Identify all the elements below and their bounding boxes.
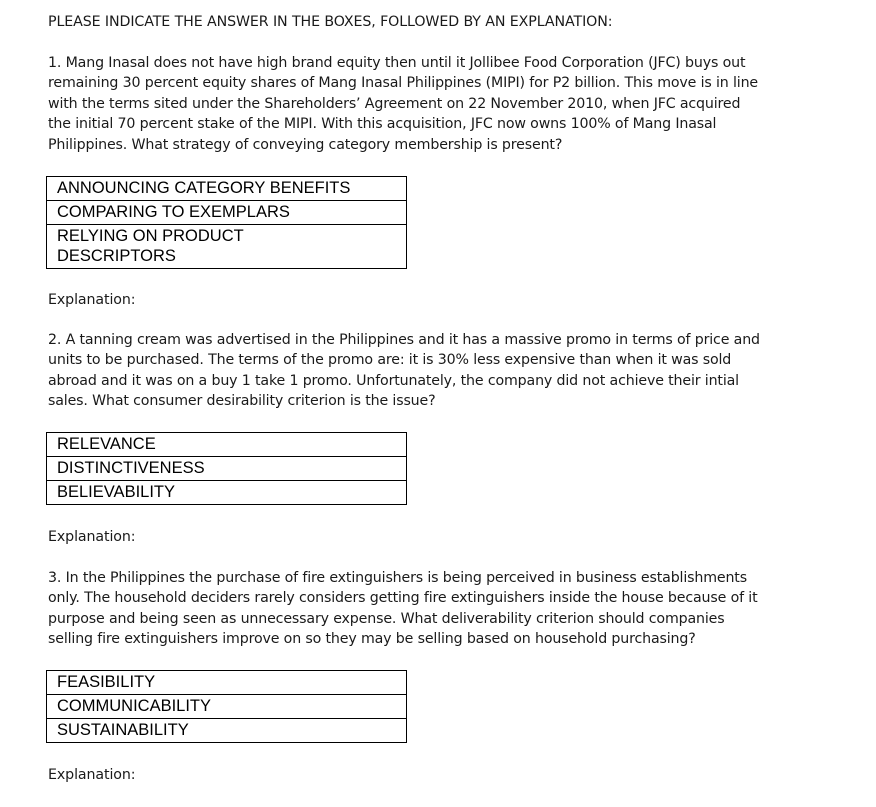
question-2-explanation-label: Explanation: xyxy=(48,529,136,545)
question-2-option-1[interactable]: RELEVANCE xyxy=(47,433,406,457)
question-1-answer-box xyxy=(46,176,407,269)
question-3-option-1[interactable]: FEASIBILITY xyxy=(47,671,406,695)
question-1-option-3[interactable]: RELYING ON PRODUCT DESCRIPTORS xyxy=(57,227,244,265)
question-1-option-2[interactable]: COMPARING TO EXEMPLARS xyxy=(47,201,406,225)
question-3-option-2[interactable]: COMMUNICABILITY xyxy=(47,695,406,719)
question-1-explanation-label: Explanation: xyxy=(48,292,136,308)
question-3-answer-box xyxy=(46,670,407,743)
question-2-text: 2. A tanning cream was advertised in the Philippines and it has a massive promo in terms of price and units to be purchased. The terms of the promo are: it is 30% less expensive than when it was sold abroad and it was on a buy 1 take 1 promo. Unfortunately, the company did not achieve their intial sales. What consumer desirability criterion is the issue? xyxy=(48,332,760,410)
question-3-option-3[interactable]: SUSTAINABILITY xyxy=(57,721,189,739)
question-2-option-3[interactable]: BELIEVABILITY xyxy=(57,483,175,501)
question-2-option-2[interactable]: DISTINCTIVENESS xyxy=(47,457,406,481)
question-1-text: 1. Mang Inasal does not have high brand equity then until it Jollibee Food Corporation (JFC) buys out remaining 30 percent equity shares of Mang Inasal Philippines (MIPI) for P2 billion. This move is in line with the terms sited under the Shareholders’ Agreement on 22 November 2010, when JFC acquired the initial 70 percent stake of the MIPI. With this acquisition, JFC now owns 100% of Mang Inasal Philippines. What strategy of conveying category membership is present? xyxy=(48,55,759,153)
instructions-heading: PLEASE INDICATE THE ANSWER IN THE BOXES, FOLLOWED BY AN EXPLANATION: xyxy=(48,14,613,30)
question-2-answer-box xyxy=(46,432,407,505)
question-1-option-1[interactable]: ANNOUNCING CATEGORY BENEFITS xyxy=(47,177,406,201)
question-3-text: 3. In the Philippines the purchase of fire extinguishers is being perceived in business establishments only. The household deciders rarely considers getting fire extinguishers inside the house because of it purpose and being seen as unnecessary expense. What deliverability criterion should companies selling fire extinguishers improve on so they may be selling based on household purchasing? xyxy=(48,570,758,648)
question-3-explanation-label: Explanation: xyxy=(48,767,136,783)
